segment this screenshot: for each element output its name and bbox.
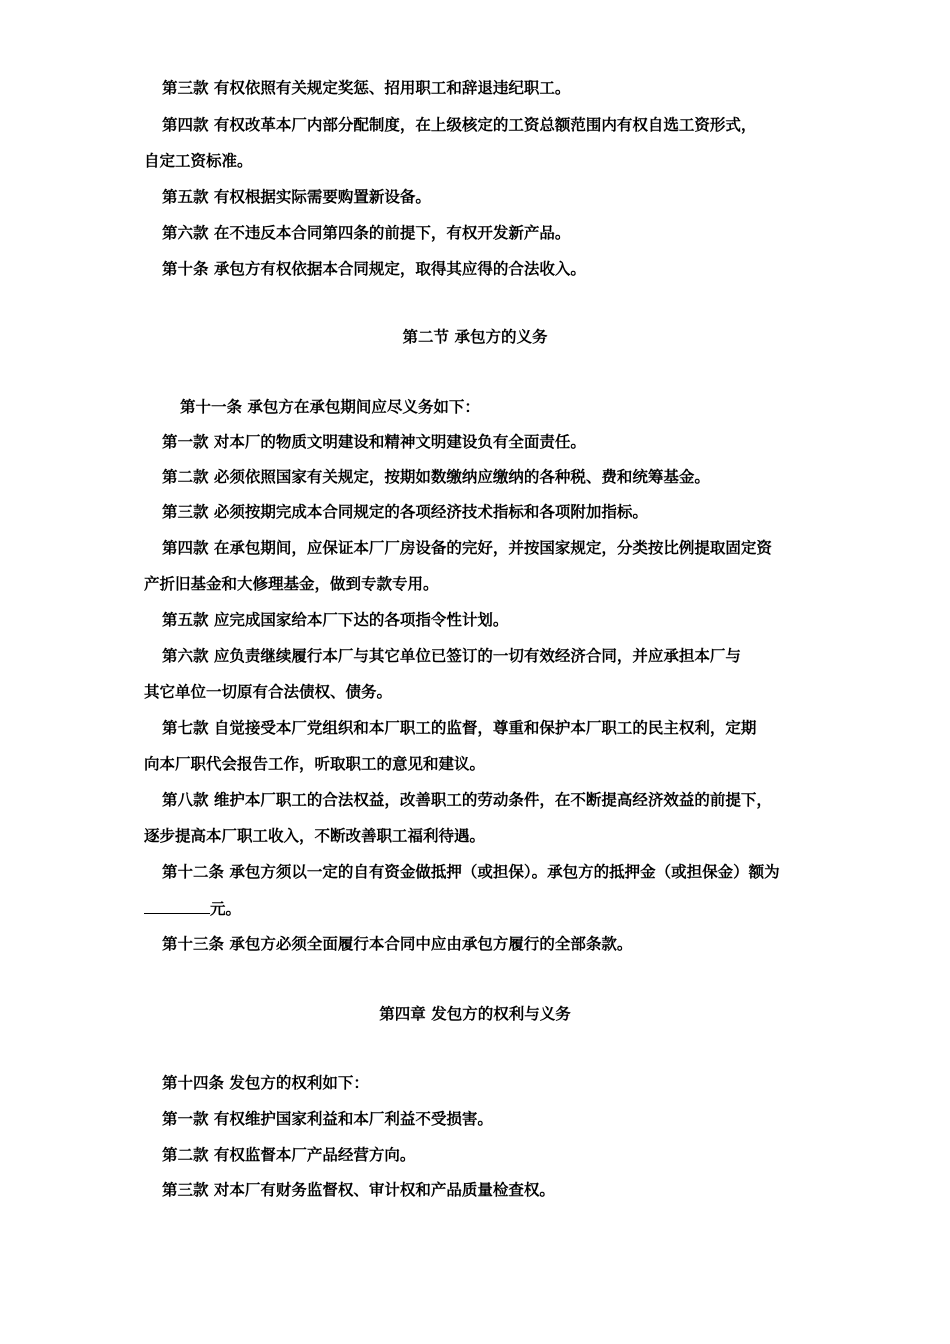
- article-12-deposit: 第十二条 承包方须以一定的自有资金做抵押（或担保）。承包方的抵押金（或担保金）额为: [162, 862, 780, 881]
- article-10-income: 第十条 承包方有权依据本合同规定，取得其应得的合法收入。: [162, 259, 586, 278]
- obligation-clause-6: 第六款 应负责继续履行本厂与其它单位已签订的一切有效经济合同，并应承担本厂与: [162, 646, 741, 665]
- article-11-obligations: 第十一条 承包方在承包期间应尽义务如下：: [180, 397, 480, 416]
- rights-clause-3: 第三款 对本厂有财务监督权、审计权和产品质量检查权。: [162, 1180, 555, 1199]
- obligation-clause-3: 第三款 必须按期完成本合同规定的各项经济技术指标和各项附加指标。: [162, 502, 648, 521]
- obligation-clause-2: 第二款 必须依照国家有关规定，按期如数缴纳应缴纳的各种税、费和统筹基金。: [162, 467, 710, 486]
- clause-6-new-products: 第六款 在不违反本合同第四条的前提下，有权开发新产品。: [162, 223, 571, 242]
- obligation-clause-8-continuation: 逐步提高本厂职工收入，不断改善职工福利待遇。: [144, 826, 486, 845]
- clause-4-distribution: 第四款 有权改革本厂内部分配制度，在上级核定的工资总额范围内有权自选工资形式，: [162, 115, 757, 134]
- obligation-clause-7: 第七款 自觉接受本厂党组织和本厂职工的监督，尊重和保护本厂职工的民主权利，定期: [162, 718, 757, 737]
- clause-3-hire-dismiss: 第三款 有权依照有关规定奖惩、招用职工和辞退违纪职工。: [162, 78, 571, 97]
- obligation-clause-5: 第五款 应完成国家给本厂下达的各项指令性计划。: [162, 610, 509, 629]
- rights-clause-2: 第二款 有权监督本厂产品经营方向。: [162, 1145, 416, 1164]
- section-heading-contractor-obligations: 第二节 承包方的义务: [402, 327, 548, 346]
- article-13-fulfillment: 第十三条 承包方必须全面履行本合同中应由承包方履行的全部条款。: [162, 934, 633, 953]
- obligation-clause-4-continuation: 产折旧基金和大修理基金，做到专款专用。: [144, 574, 439, 593]
- clause-4-continuation: 自定工资标准。: [144, 151, 253, 170]
- amount-blank[interactable]: [144, 899, 210, 914]
- amount-unit: 元。: [210, 899, 242, 918]
- rights-clause-1: 第一款 有权维护国家利益和本厂利益不受损害。: [162, 1109, 493, 1128]
- chapter-heading-employer-rights: 第四章 发包方的权利与义务: [379, 1004, 571, 1023]
- obligation-clause-7-continuation: 向本厂职代会报告工作，听取职工的意见和建议。: [144, 754, 486, 773]
- article-12-amount: [144, 899, 241, 919]
- obligation-clause-8: 第八款 维护本厂职工的合法权益，改善职工的劳动条件，在不断提高经济效益的前提下，: [162, 790, 772, 809]
- obligation-clause-4: 第四款 在承包期间，应保证本厂厂房设备的完好，并按国家规定，分类按比例提取固定资: [162, 538, 772, 557]
- article-14-rights: 第十四条 发包方的权利如下：: [162, 1073, 369, 1092]
- obligation-clause-6-continuation: 其它单位一切原有合法债权、债务。: [144, 682, 393, 701]
- clause-5-equipment: 第五款 有权根据实际需要购置新设备。: [162, 187, 431, 206]
- obligation-clause-1: 第一款 对本厂的物质文明建设和精神文明建设负有全面责任。: [162, 432, 586, 451]
